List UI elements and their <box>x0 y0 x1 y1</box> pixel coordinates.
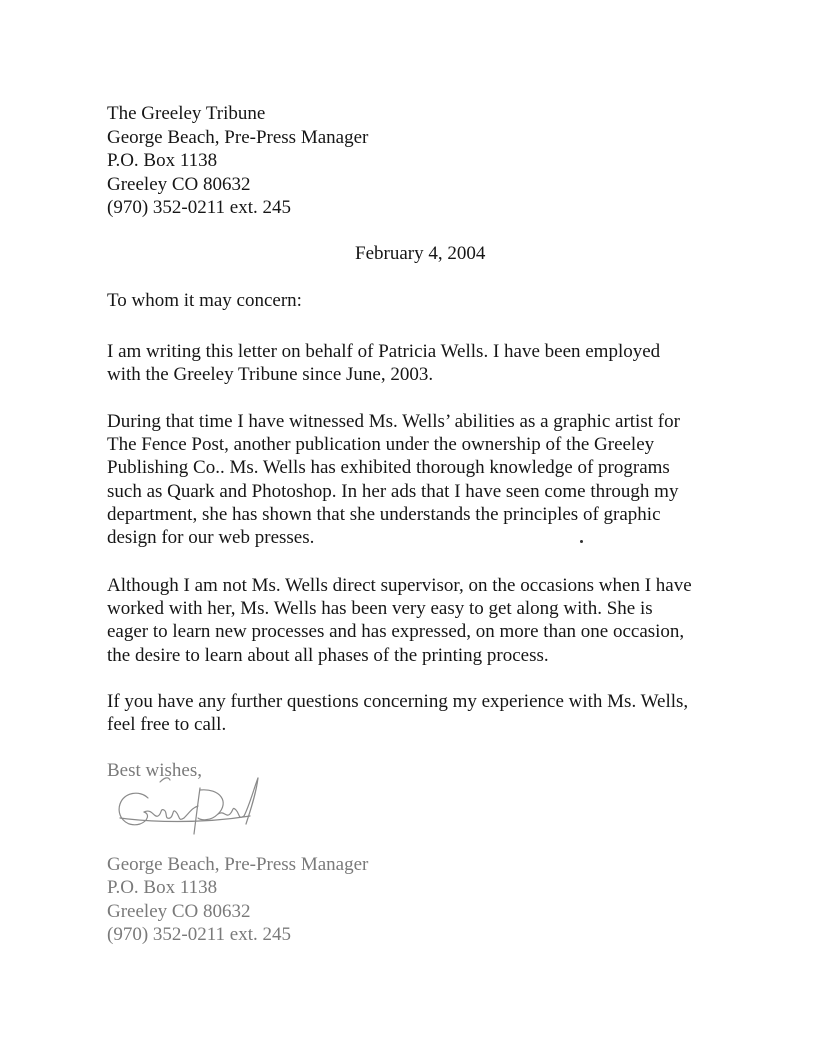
paragraph-line: design for our web presses. <box>107 527 315 549</box>
paragraph-line: department, she has shown that she understands the principles of graphic <box>107 503 661 525</box>
sender-po-box: P.O. Box 1138 <box>107 150 218 171</box>
paragraph-line: Publishing Co.. Ms. Wells has exhibited thorough knowledge of programs <box>107 457 670 479</box>
body-paragraph-4 <box>107 690 757 736</box>
signer-po-box: P.O. Box 1138 <box>107 877 218 899</box>
paragraph-line: with the Greeley Tribune since June, 2003. <box>107 364 434 386</box>
paragraph-line: worked with her, Ms. Wells has been very easy to get along with. She is <box>107 598 653 620</box>
paragraph-line: the desire to learn about all phases of the printing process. <box>107 644 549 666</box>
sender-city-state-zip: Greeley CO 80632 <box>107 173 251 195</box>
paragraph-line: I am writing this letter on behalf of Patricia Wells. I have been employed <box>107 341 661 362</box>
paragraph-line: feel free to call. <box>107 714 227 736</box>
sender-phone: (970) 352-0211 ext. 245 <box>107 197 291 218</box>
signer-city-state-zip: Greeley CO 80632 <box>107 900 251 922</box>
handwritten-signature <box>100 768 280 848</box>
signer-name-title: George Beach, Pre-Press Manager <box>107 854 369 875</box>
sender-address-block <box>107 102 368 220</box>
closing: Best wishes, <box>107 760 202 781</box>
paragraph-line: Although I am not Ms. Wells direct supervisor, on the occasions when I have <box>107 575 692 596</box>
paragraph-line: eager to learn new processes and has expressed, on more than one occasion, <box>107 621 685 643</box>
letter-date: February 4, 2004 <box>355 243 486 264</box>
scan-speck <box>580 540 583 543</box>
paragraph-line: such as Quark and Photoshop. In her ads that I have seen come through my <box>107 480 679 502</box>
sender-name-title: George Beach, Pre-Press Manager <box>107 126 369 148</box>
signature-block <box>107 853 368 946</box>
sender-organization: The Greeley Tribune <box>107 103 266 124</box>
body-paragraph-2 <box>107 410 757 549</box>
paragraph-line: The Fence Post, another publication under the ownership of the Greeley <box>107 434 655 456</box>
paragraph-line: If you have any further questions concerning my experience with Ms. Wells, <box>107 691 689 712</box>
paragraph-line: During that time I have witnessed Ms. Wells’ abilities as a graphic artist for <box>107 411 680 432</box>
salutation: To whom it may concern: <box>107 290 302 311</box>
body-paragraph-1 <box>107 340 757 386</box>
signer-phone: (970) 352-0211 ext. 245 <box>107 923 291 945</box>
body-paragraph-3 <box>107 574 757 667</box>
